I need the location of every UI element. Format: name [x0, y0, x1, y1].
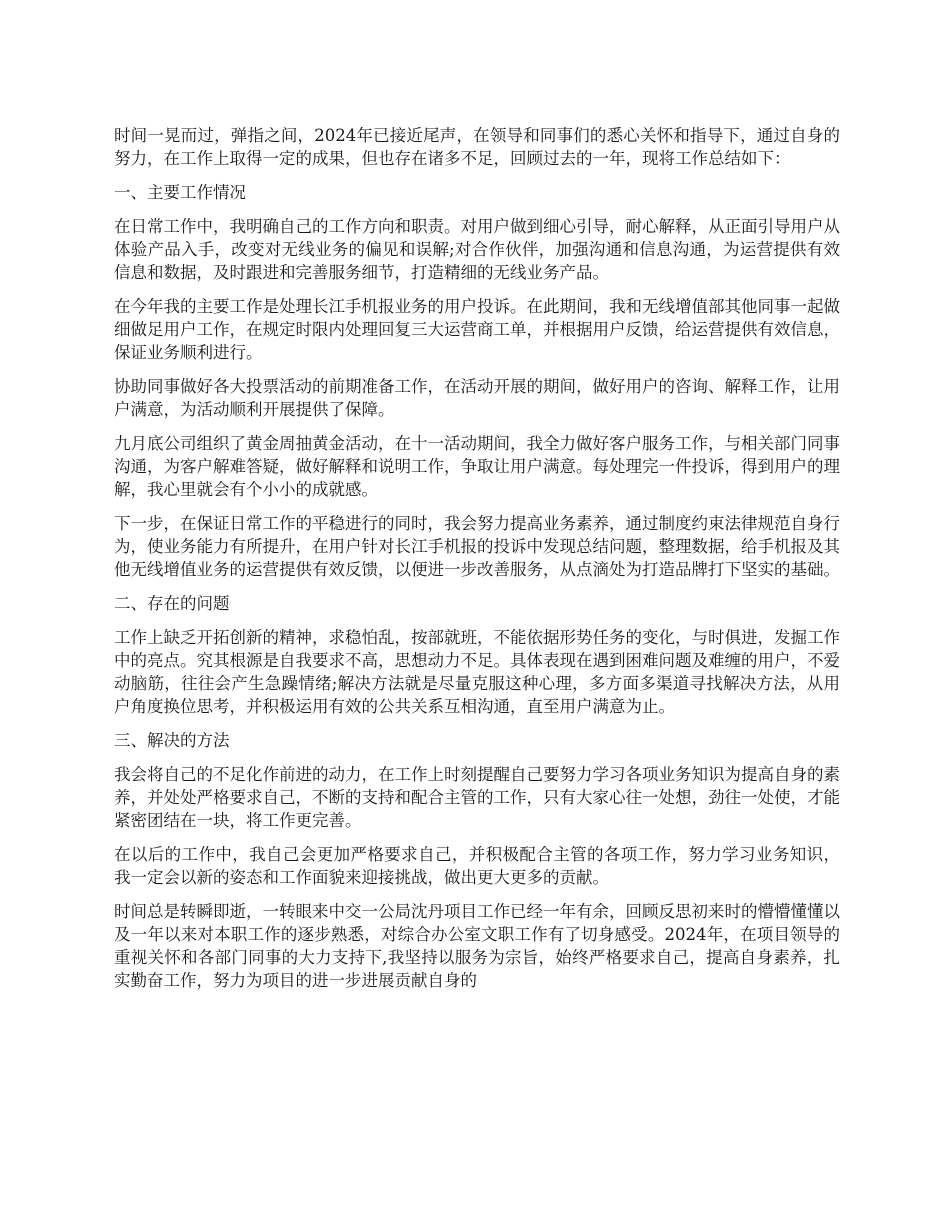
body-paragraph: 在今年我的主要工作是处理长江手机报业务的用户投诉。在此期间，我和无线增值部其他同事一起做细做足用户工作，在规定时限内处理回复三大运营商工单，并根据用户反馈，给运营提供有效信息，保证业务顺利进行。: [114, 297, 840, 362]
body-paragraph: 我会将自己的不足化作前进的动力，在工作上时刻提醒自己要努力学习各项业务知识为提高自身的素养，并处处严格要求自己，不断的支持和配合主管的工作，只有大家心往一处想，劲往一处使，才能紧密团结在一块，将工作更完善。: [114, 765, 840, 830]
document-body: [114, 124, 840, 1003]
body-paragraph: 九月底公司组织了黄金周抽黄金活动，在十一活动期间，我全力做好客户服务工作，与相关部门同事沟通，为客户解难答疑，做好解释和说明工作，争取让用户满意。每处理完一件投诉，得到用户的理解，我心里就会有个小小的成就感。: [114, 434, 840, 499]
intro-paragraph: 时间一晃而过，弹指之间，2024年已接近尾声，在领导和同事们的悉心关怀和指导下，通过自身的努力，在工作上取得一定的成果，但也存在诸多不足，回顾过去的一年，现将工作总结如下：: [114, 126, 840, 168]
section-heading-solutions: 三、解决的方法: [114, 731, 230, 750]
body-paragraph: 工作上缺乏开拓创新的精神，求稳怕乱，按部就班，不能依据形势任务的变化，与时俱进，发掘工作中的亮点。究其根源是自我要求不高，思想动力不足。具体表现在遇到困难问题及难缠的用户，不爱动脑筋，往往会产生急躁情绪;解决方法就是尽量克服这种心理，多方面多渠道寻找解决方法，从用户角度换位思考，并积极运用有效的公共关系互相沟通，直至用户满意为止。: [114, 628, 840, 716]
body-paragraph: 协助同事做好各大投票活动的前期准备工作，在活动开展的期间，做好用户的咨询、解释工作，让用户满意，为活动顺利开展提供了保障。: [114, 377, 840, 419]
body-paragraph: 时间总是转瞬即逝，一转眼来中交一公局沈丹项目工作已经一年有余，回顾反思初来时的懵懵懂懂以及一年以来对本职工作的逐步熟悉，对综合办公室文职工作有了切身感受。2024年，在项目领导的重视关怀和各部门同事的大力支持下,我坚持以服务为宗旨，始终严格要求自己，提高自身素养，扎实勤奋工作，努力为项目的进一步进展贡献自身的: [114, 902, 840, 990]
body-paragraph: 在以后的工作中，我自己会更加严格要求自己，并积极配合主管的各项工作，努力学习业务知识， 我一定会以新的姿态和工作面貌来迎接挑战，做出更大更多的贡献。: [114, 845, 840, 887]
body-paragraph: 下一步，在保证日常工作的平稳进行的同时，我会努力提高业务素养，通过制度约束法律规范自身行为，使业务能力有所提升，在用户针对长江手机报的投诉中发现总结问题，整理数据，给手机报及其他无线增值业务的运营提供有效反馈，以便进一步改善服务，从点滴处为打造品牌打下坚实的基础。: [114, 514, 840, 579]
section-heading-problems: 二、存在的问题: [114, 594, 230, 613]
body-paragraph: 在日常工作中，我明确自己的工作方向和职责。对用户做到细心引导，耐心解释，从正面引导用户从体验产品入手，改变对无线业务的偏见和误解;对合作伙伴，加强沟通和信息沟通，为运营提供有效信息和数据，及时跟进和完善服务细节，打造精细的无线业务产品。: [114, 217, 840, 282]
section-heading-main-work: 一、主要工作情况: [114, 183, 246, 202]
